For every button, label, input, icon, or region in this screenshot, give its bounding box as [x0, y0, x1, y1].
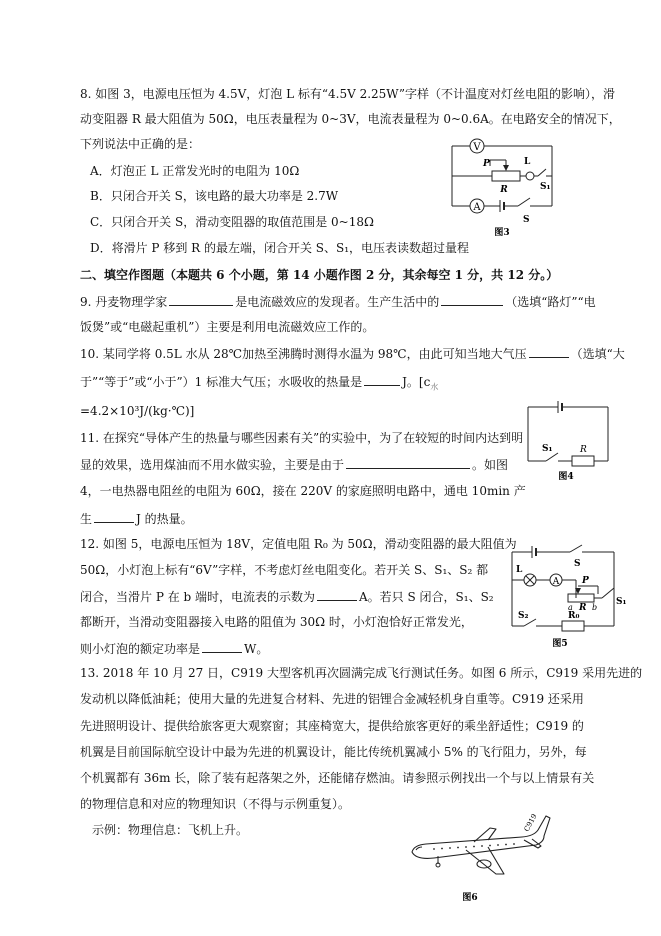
- q8-stem-line3: 下列说法中正确的是：: [80, 137, 201, 151]
- figure-5-circuit: [506, 542, 626, 652]
- q13-example: 示例：物理信息：飞机上升。: [92, 823, 249, 837]
- q10-text-3: 于”“等于”或“小于”）1 标准大气压；水吸收的热量是: [80, 375, 363, 389]
- q12-line2: 50Ω，小灯泡上标有“6V”字样，不考虑灯丝电阻变化。若开关 S、S₁、S₂ 都: [80, 563, 489, 577]
- q12-text-2: A。若只 S 闭合，S₁、S₂: [359, 590, 494, 604]
- fig4-caption: 图4: [558, 472, 574, 482]
- q10-text-4: J。[c: [402, 375, 431, 389]
- q11-text-1: 显的效果，选用煤油而不用水做实验，主要是由于: [80, 458, 345, 472]
- q13-line5: 个机翼都有 36m 长，除了装有起落架之外，还能储存燃油。请参照示例找出一个与以上情景有关: [80, 771, 595, 785]
- fig4-switch-label: S₁: [542, 444, 553, 454]
- q9-text-2: 是电流磁效应的发现者。生产生活中的: [235, 295, 440, 309]
- q10-subscript-water: 水: [430, 382, 439, 392]
- q10-blank-2[interactable]: [364, 374, 400, 386]
- fig5-slider-label: P: [582, 576, 589, 586]
- q11-blank-1[interactable]: [346, 457, 470, 469]
- q9-text-3: （选填“路灯”“电: [505, 295, 596, 309]
- section-2-heading: 二、填空作图题（本题共 6 个小题，第 14 小题作图 2 分，其余每空 1 分，共 12 分。）: [80, 268, 559, 282]
- fig3-lamp-label: L: [524, 157, 531, 167]
- q9-line1: [80, 294, 596, 309]
- q12-text-1: 闭合，当滑片 P 在 b 端时，电流表的示数为: [80, 590, 316, 604]
- q12-blank-1[interactable]: [317, 589, 357, 601]
- q9-blank-1[interactable]: [169, 294, 233, 306]
- q8-stem-line2: 动变阻器 R 最大阻值为 50Ω，电压表量程为 0~3V，电流表量程为 0~0.6A。在电路安全的情况下，: [80, 112, 621, 126]
- fig3-resistor-label: R: [500, 185, 508, 195]
- fig5-switch-s1-label: S₁: [616, 597, 626, 607]
- q11-line4: [80, 511, 193, 526]
- q13-line1: 13. 2018 年 10 月 27 日，C919 大型客机再次圆满完成飞行测试任务。如图 6 所示，C919 采用先进的: [80, 666, 643, 680]
- q12-line1: 12. 如图 5，电源电压恒为 18V，定值电阻 R₀ 为 50Ω，滑动变阻器的最大阻值为: [80, 537, 517, 551]
- q9-text-1: 9. 丹麦物理学家: [80, 295, 168, 309]
- q13-line2: 发动机以降低油耗；使用大量的先进复合材料、先进的铝锂合金减轻机身自重等。C919 还采用: [80, 692, 584, 706]
- cockpit-window: [416, 847, 422, 850]
- q11-text-2: 。如图: [472, 458, 509, 472]
- q13-line3: 先进照明设计、提供给旅客更大观察窗；其座椅宽大，提供给旅客更好的乘坐舒适性；C919 的: [80, 719, 584, 733]
- q10-text-1: 10. 某同学将 0.5L 水从 28℃加热至沸腾时测得水温为 98℃，由此可知当地大气压: [80, 347, 527, 361]
- q8-option-b: B．只闭合开关 S，该电路的最大功率是 2.7W: [90, 189, 339, 203]
- fig5-lamp-label: L: [516, 565, 523, 575]
- q11-line2: [80, 457, 508, 472]
- fig5-r0-label: R₀: [568, 611, 580, 621]
- fig5-a-label: a: [568, 603, 573, 612]
- q11-line1: 11. 在探究“导体产生的热量与哪些因素有关”的实验中，为了在较短的时间内达到明: [80, 431, 524, 445]
- q12-line3: [80, 589, 494, 604]
- q8-option-a: A．灯泡正 L 正常发光时的电阻为 10Ω: [90, 164, 300, 178]
- q10-text-2: （选填“大: [570, 347, 625, 361]
- q13-line6: 的物理信息和对应的物理知识（不得与示例重复）。: [80, 797, 351, 811]
- q12-blank-2[interactable]: [202, 641, 242, 653]
- q12-line5: [80, 641, 268, 656]
- fig6-tail-text: C919: [522, 812, 539, 833]
- fig4-resistor-label: R: [580, 445, 587, 455]
- figure-3-circuit: [440, 136, 560, 238]
- fig3-voltmeter-label: V: [473, 142, 481, 153]
- q9-blank-2[interactable]: [441, 294, 503, 306]
- slider-arrow-icon: [503, 165, 509, 171]
- figure-4-circuit: [522, 397, 614, 483]
- q11-text-4: J 的热量。: [136, 512, 193, 526]
- q8-option-d: D．将滑片 P 移到 R 的最左端，闭合开关 S、S₁，电压表读数超过量程: [90, 241, 470, 255]
- q8-stem-line1: 8. 如图 3，电源电压恒为 4.5V，灯泡 L 标有“4.5V 2.25W”字样（不计温度对灯丝电阻的影响），滑: [80, 87, 615, 101]
- q10-blank-1[interactable]: [529, 346, 569, 358]
- fig5-b-label: b: [592, 603, 598, 612]
- q9-line2: 饭煲”或“电磁起重机”）主要是利用电流磁效应工作的。: [80, 320, 375, 334]
- fig5-switch-s-label: S: [574, 559, 581, 569]
- fig5-switch-s2-label: S₂: [518, 611, 529, 621]
- figure-6-airplane: [404, 812, 554, 908]
- fig3-switch-s1-label: S₁: [540, 182, 551, 192]
- q10-line2: [80, 374, 438, 394]
- q13-line4: 机翼是目前国际航空设计中最为先进的机翼设计，能比传统机翼减小 5% 的飞行阻力，另外，每: [80, 745, 587, 759]
- fig3-ammeter-label: A: [473, 202, 481, 213]
- fig5-ammeter-label: A: [552, 577, 560, 587]
- q10-line1: [80, 346, 625, 361]
- q12-text-4: W。: [244, 642, 269, 656]
- q11-text-3: 生: [80, 512, 93, 526]
- q12-text-3: 则小灯泡的额定功率是: [80, 642, 201, 656]
- q8-option-c: C．只闭合开关 S，滑动变阻器的取值范围是 0~18Ω: [90, 215, 374, 229]
- fig5-caption: 图5: [552, 639, 568, 649]
- q12-line4: 都断开，当滑动变阻器接入电路的阻值为 30Ω 时，小灯泡恰好正常发光，: [80, 615, 473, 629]
- fig3-caption: 图3: [494, 228, 510, 238]
- fig5-r-label: R: [579, 603, 587, 613]
- fig6-caption: 图6: [462, 893, 478, 903]
- q10-line3: =4.2×10³J/(kg·℃)]: [80, 404, 195, 418]
- q11-line3: 4，一电热器电阻丝的电阻为 60Ω，接在 220V 的家庭照明电路中，通电 10min 产: [80, 484, 526, 498]
- q11-blank-2[interactable]: [94, 511, 134, 523]
- fig3-switch-s-label: S: [523, 215, 530, 225]
- fig3-slider-label: P: [483, 159, 490, 169]
